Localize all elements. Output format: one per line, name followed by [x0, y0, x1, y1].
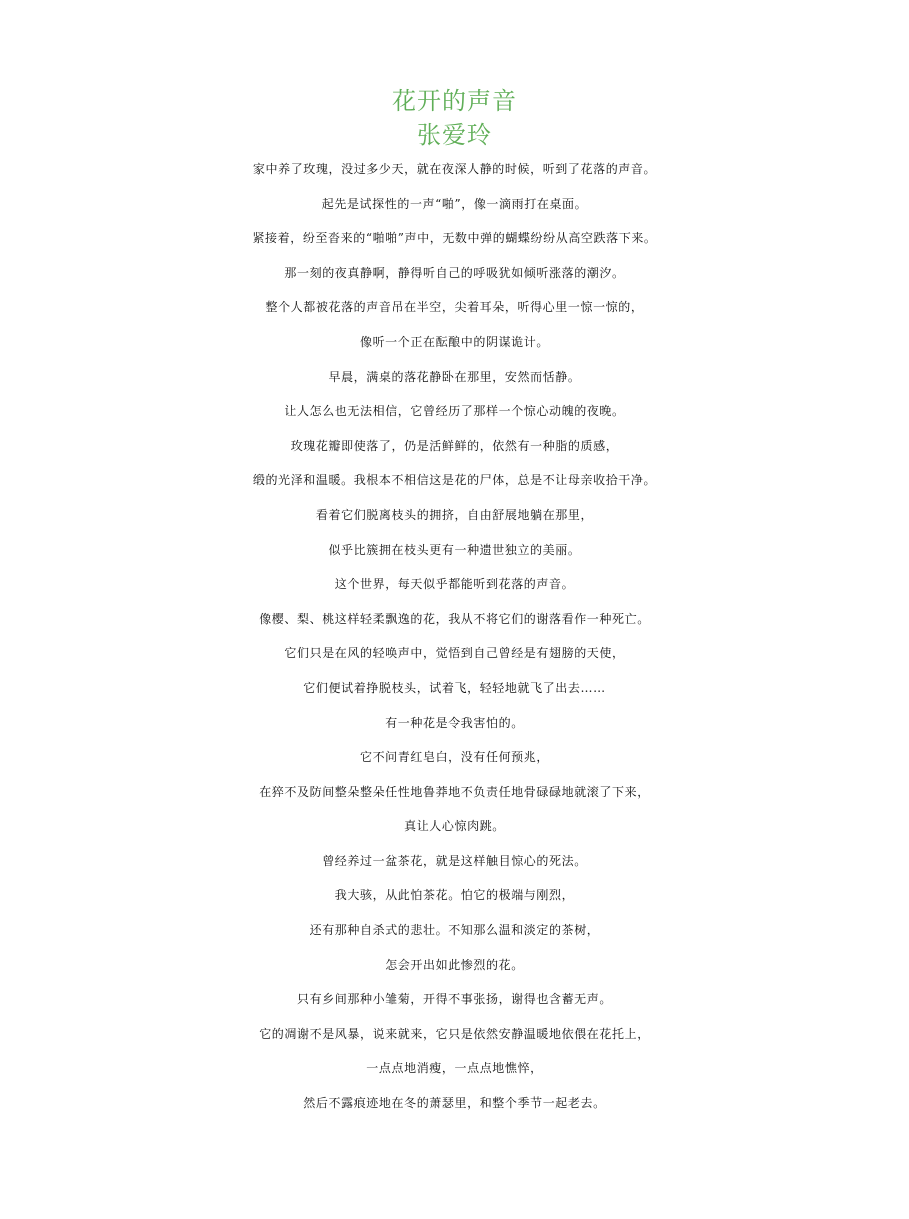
poem-line: 紧接着，纷至沓来的“啪啪”声中，无数中弹的蝴蝶纷纷从高空跌落下来。: [252, 231, 657, 246]
poem-line: 整个人都被花落的声音吊在半空，尖着耳朵，听得心里一惊一惊的，: [265, 300, 644, 315]
poem-line: 像听一个正在酝酿中的阴谋诡计。: [359, 334, 549, 349]
poem-line: 像樱、梨、桃这样轻柔飘逸的花，我从不将它们的谢落看作一种死亡。: [259, 611, 650, 626]
poem-line: 缎的光泽和温暖。我根本不相信这是花的尸体，总是不让母亲收拾干净。: [252, 473, 657, 488]
poem-line: 曾经养过一盆茶花，就是这样触目惊心的死法。: [322, 853, 587, 868]
poem-line: 那一刻的夜真静啊，静得听自己的呼吸犹如倾听涨落的潮汐。: [284, 265, 625, 280]
poem-line: 它们只是在风的轻唤声中，觉悟到自己曾经是有翅膀的天使，: [284, 646, 625, 661]
poem-line: 看着它们脱离枝头的拥挤，自由舒展地躺在那里，: [315, 507, 594, 522]
poem-line: 一点点地消瘦，一点点地憔悴，: [366, 1061, 543, 1076]
poem-line: 起先是试探性的一声“啪”，像一滴雨打在桌面。: [321, 196, 588, 211]
poem-line: 真让人心惊肉跳。: [404, 819, 505, 834]
poem-line: 它的凋谢不是风暴，说来就来，它只是依然安静温暖地依偎在花托上，: [259, 1026, 650, 1041]
document-header: [0, 84, 909, 152]
poem-line: 有一种花是令我害怕的。: [385, 715, 524, 730]
page-title: 花开的声音: [392, 87, 517, 115]
poem-line: 这个世界，每天似乎都能听到花落的声音。: [334, 577, 575, 592]
poem-line: 早晨，满桌的落花静卧在那里，安然而恬静。: [328, 369, 581, 384]
author-name: 张爱玲: [417, 121, 492, 149]
poem-line: 它们便试着挣脱枝头，试着飞，轻轻地就飞了出去……: [303, 680, 606, 695]
poem-line: 只有乡间那种小雏菊，开得不事张扬，谢得也含蓄无声。: [296, 992, 612, 1007]
poem-line: 还有那种自杀式的悲壮。不知那么温和淡定的茶树，: [309, 923, 600, 938]
poem-line: 似乎比簇拥在枝头更有一种遗世独立的美丽。: [328, 542, 581, 557]
poem-line: 怎会开出如此惨烈的花。: [385, 957, 524, 972]
poem-line: 我大骇，从此怕茶花。怕它的极端与刚烈，: [334, 888, 575, 903]
poem-line: 在猝不及防间整朵整朵任性地鲁莽地不负责任地骨碌碌地就滚了下来，: [259, 784, 650, 799]
poem-line: 玫瑰花瓣即使落了，仍是活鲜鲜的，依然有一种脂的质感，: [290, 438, 619, 453]
poem-line: 家中养了玫瑰，没过多少天，就在夜深人静的时候，听到了花落的声音。: [252, 162, 657, 176]
poem-line: 让人怎么也无法相信，它曾经历了那样一个惊心动魄的夜晚。: [284, 404, 625, 419]
poem-line: 然后不露痕迹地在冬的萧瑟里，和整个季节一起老去。: [303, 1096, 606, 1111]
poem-body: [0, 152, 909, 1121]
poem-line: 它不问青红皂白，没有任何预兆，: [359, 750, 549, 765]
